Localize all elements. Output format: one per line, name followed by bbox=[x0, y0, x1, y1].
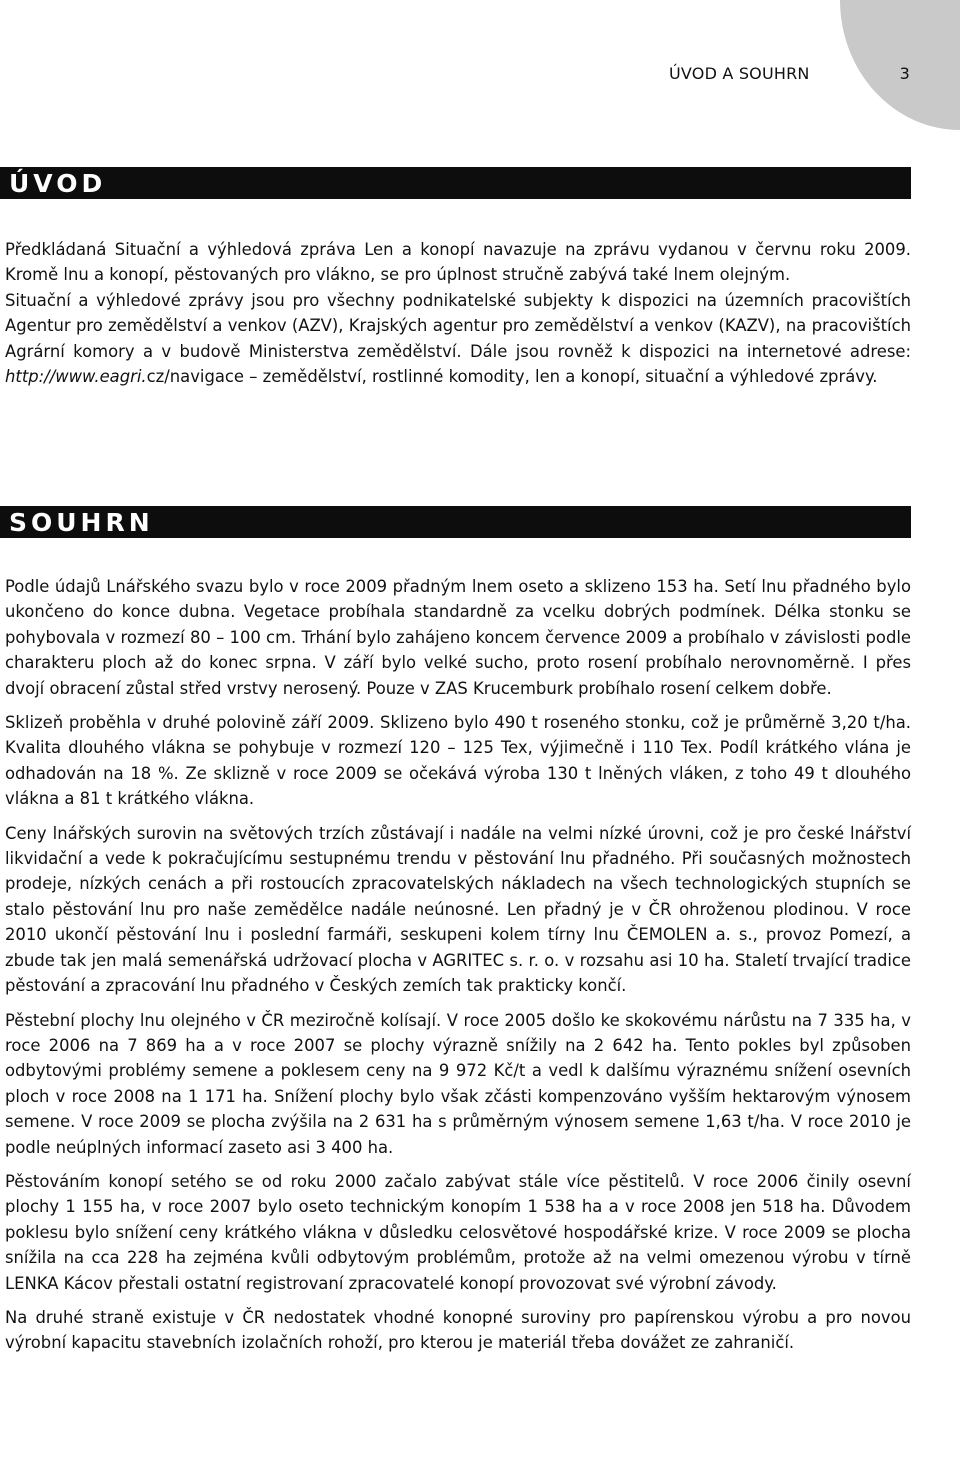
running-header bbox=[0, 64, 910, 83]
souhrn-text bbox=[5, 574, 911, 1365]
uvod-paragraph-1: Předkládaná Situační a výhledová zpráva Len a konopí navazuje na zprávu vydanou v červnu roku 2009. Kromě lnu a konopí, pěstovaných pro vlákno, se pro úplnost stručně zabývá také lnem olejným. bbox=[5, 240, 911, 285]
souhrn-paragraph-6: Na druhé straně existuje v ČR nedostatek vhodné konopné suroviny pro papírenskou výrobu a pro novou výrobní kapacitu stavebních izolačních rohoží, pro kterou je materiál třeba dovážet ze zahraničí. bbox=[5, 1307, 911, 1353]
souhrn-paragraph-3: Ceny lnářských surovin na světových trzích zůstávají i nadále na velmi nízké úrovni, což je pro české lnářství likvidační a vede k pokračujícímu sestupnému trendu v pěstování lnu přadného. Při současných možnostech prodeje, nízkých cenách a při rostoucích zpracovatelských nákladech na všech technologických stupních se stalo pěstování lnu pro naše zemědělce nadále neúnosné. Len přadný je v ČR ohroženou plodinou. V roce 2010 ukončí pěstování lnu i poslední farmáři, seskupeni kolem tírny lnu ČEMOLEN a. s., provoz Pomezí, a zbude tak jen malá semenářská udržovací plocha v AGRITEC s. r. o. v rozsahu asi 10 ha. Staletí trvající tradice pěstování a zpracování lnu přadného v Českých zemích tak prakticky končí. bbox=[5, 823, 911, 996]
souhrn-paragraph-4: Pěstební plochy lnu olejného v ČR meziročně kolísají. V roce 2005 došlo ke skokovému nárůstu na 7 335 ha, v roce 2006 na 7 869 ha a v roce 2007 se plochy výrazně snížily na 2 642 ha. Tento pokles byl způsoben odbytovými problémy semene a poklesem ceny na 9 972 Kč/t a vedl k dalšímu výraznému snížení osevních ploch v roce 2008 na 1 171 ha. Snížení plochy bylo však zčásti kompenzováno vyšším hektarovým výnosem semene. V roce 2009 se plocha zvýšila na 2 631 ha s průměrným výnosem semene 1,63 t/ha. V roce 2010 je podle neúplných informací zaseto asi 3 400 ha. bbox=[5, 1010, 911, 1157]
eagri-url-link[interactable]: http://www.eagri. bbox=[5, 367, 147, 387]
souhrn-paragraph-2: Sklizeň proběhla v druhé polovině září 2009. Sklizeno bylo 490 t roseného stonku, což je průměrně 3,20 t/ha. Kvalita dlouhého vlákna se pohybuje v rozmezí 120 – 125 Tex, výjimečně i 110 Tex. Podíl krátkého vlána je odhadován na 18 %. Ze sklizně v roce 2009 se očekává výroba 130 t lněných vláken, z toho 49 t dlouhého vlákna a 81 t krátkého vlákna. bbox=[5, 713, 911, 809]
section-heading-uvod: ÚVOD bbox=[0, 167, 911, 199]
uvod-text bbox=[5, 237, 911, 389]
section-heading-souhrn: SOUHRN bbox=[0, 506, 911, 538]
souhrn-paragraph-1: Podle údajů Lnářského svazu bylo v roce 2009 přadným lnem oseto a sklizeno 153 ha. Setí lnu přadného bylo ukončeno do konce dubna. Vegetace probíhala standardně za vcelku dobrých podmínek. Délka stonku se pohybovala v rozmezí 80 – 100 cm. Trhání bylo zahájeno koncem července 2009 a probíhalo v závislosti podle charakteru ploch až do konec srpna. V září bylo velké sucho, proto rosení probíhalo nerovnoměrně. I přes dvojí obracení zůstal střed vrstvy nerosený. Pouze v ZAS Krucemburk probíhalo rosení celkem dobře. bbox=[5, 577, 911, 698]
souhrn-paragraph-5: Pěstováním konopí setého se od roku 2000 začalo zabývat stále více pěstitelů. V roce 2006 činily osevní plochy 1 155 ha, v roce 2007 bylo oseto technickým konopím 1 538 ha a v roce 2008 jen 518 ha. Důvodem poklesu bylo snížení ceny krátkého vlákna v důsledku celosvětové hospodářské krize. V roce 2009 se plocha snížila na cca 228 ha zejména kvůli odbytovým problémům, protože až na velmi omezenou výrobu v tírně LENKA Kácov přestali ostatní registrovaní zpracovatelé konopí provozovat své výrobní závody. bbox=[5, 1171, 911, 1293]
page-number: 3 bbox=[899, 64, 910, 83]
uvod-p2-text-before: Situační a výhledové zprávy jsou pro všechny podnikatelské subjekty k dispozici na územních pracovištích Agentur pro zemědělství a venkov (AZV), Krajských agentur pro zemědělství a venkov (KAZV), na pracovištích Agrární komory a v budově Ministerstva zemědělství. Dále jsou rovněž k dispozici na internetové adrese: bbox=[5, 290, 911, 361]
running-title: ÚVOD A SOUHRN bbox=[669, 64, 810, 83]
uvod-paragraph-2 bbox=[5, 288, 911, 390]
uvod-p2-text-after: cz/navigace – zemědělství, rostlinné komodity, len a konopí, situační a výhledové zprávy. bbox=[146, 367, 878, 387]
